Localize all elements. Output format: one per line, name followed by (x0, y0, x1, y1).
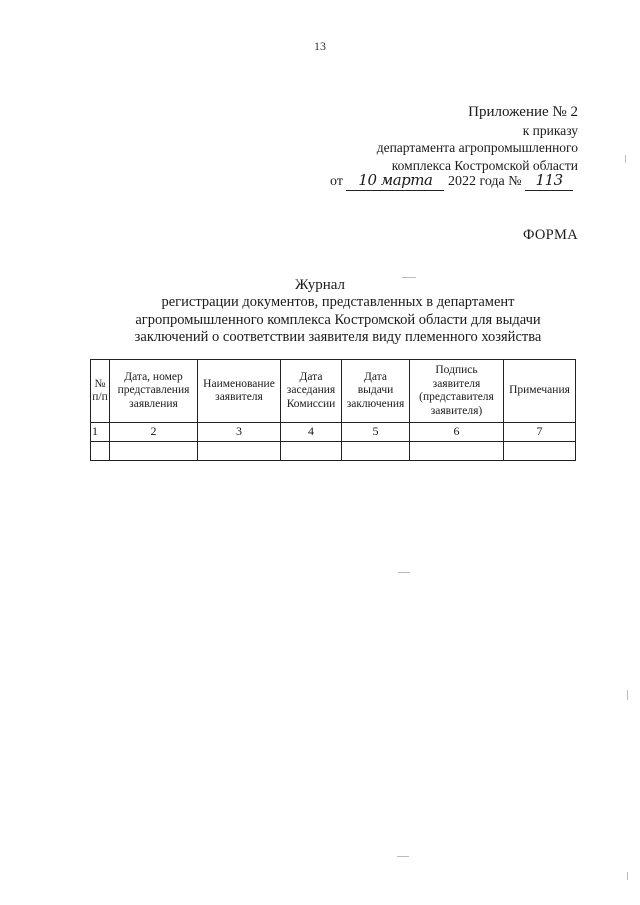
order-date-number-line (330, 171, 573, 191)
handwritten-date: 10 марта (358, 171, 433, 189)
number-sign: № (508, 174, 522, 189)
journal-subtitle-line: заключений о соответствии заявителя виду племенного хозяйства (134, 329, 542, 345)
journal-subtitle-line: агропромышленного комплекса Костромской области для выдачи (135, 311, 541, 328)
order-year: 2022 года (447, 174, 505, 189)
page-number: 13 (314, 39, 326, 53)
table-cell: 3 (198, 423, 281, 442)
table-cell (410, 442, 504, 461)
header-col-date-number: Дата, номер представления заявления (110, 360, 198, 423)
table-cell: 2 (110, 423, 198, 442)
table-cell (198, 442, 281, 461)
header-col-issue-date: Дата выдачи заключения (342, 360, 410, 423)
header-col-commission-date: Дата заседания Комиссии (281, 360, 342, 423)
table-cell (342, 442, 410, 461)
form-label: ФОРМА (522, 227, 578, 243)
appendix-title: Приложение № 2 (468, 104, 578, 120)
header-col-notes: Примечания (504, 360, 576, 423)
journal-table (90, 359, 576, 461)
table-cell: 1 (91, 423, 110, 442)
table-empty-row (91, 442, 576, 461)
scan-artifact (627, 690, 628, 700)
appendix-line: департамента агропромышленного (376, 140, 578, 155)
table-cell (281, 442, 342, 461)
scan-artifact (402, 277, 416, 278)
table-cell (110, 442, 198, 461)
table-cell (504, 442, 576, 461)
table-cell: 6 (410, 423, 504, 442)
scan-artifact (397, 856, 409, 857)
table-cell (91, 442, 110, 461)
handwritten-number: 113 (535, 171, 563, 189)
header-col-number: № п/п (91, 360, 110, 423)
table-cell: 7 (504, 423, 576, 442)
scan-artifact (627, 872, 628, 880)
table-header-row (91, 360, 576, 423)
scan-artifact (625, 155, 626, 163)
journal-title: Журнал (294, 277, 345, 293)
scan-artifact (398, 572, 410, 573)
appendix-line: комплекса Костромской области (391, 157, 578, 173)
order-number-field (525, 171, 573, 191)
header-col-signature: Подпись заявителя (представителя заявителя) (410, 360, 504, 423)
table-cell: 4 (281, 423, 342, 442)
table-index-row (91, 423, 576, 442)
appendix-block (377, 104, 578, 174)
journal-subtitle-line: регистрации документов, представленных в департамент (161, 294, 515, 310)
header-col-applicant-name: Наименование заявителя (198, 360, 281, 423)
order-prefix: от (330, 174, 343, 189)
journal-subtitle (108, 294, 568, 347)
appendix-line: к приказу (522, 122, 578, 138)
table-cell: 5 (342, 423, 410, 442)
order-date-field (346, 171, 444, 191)
